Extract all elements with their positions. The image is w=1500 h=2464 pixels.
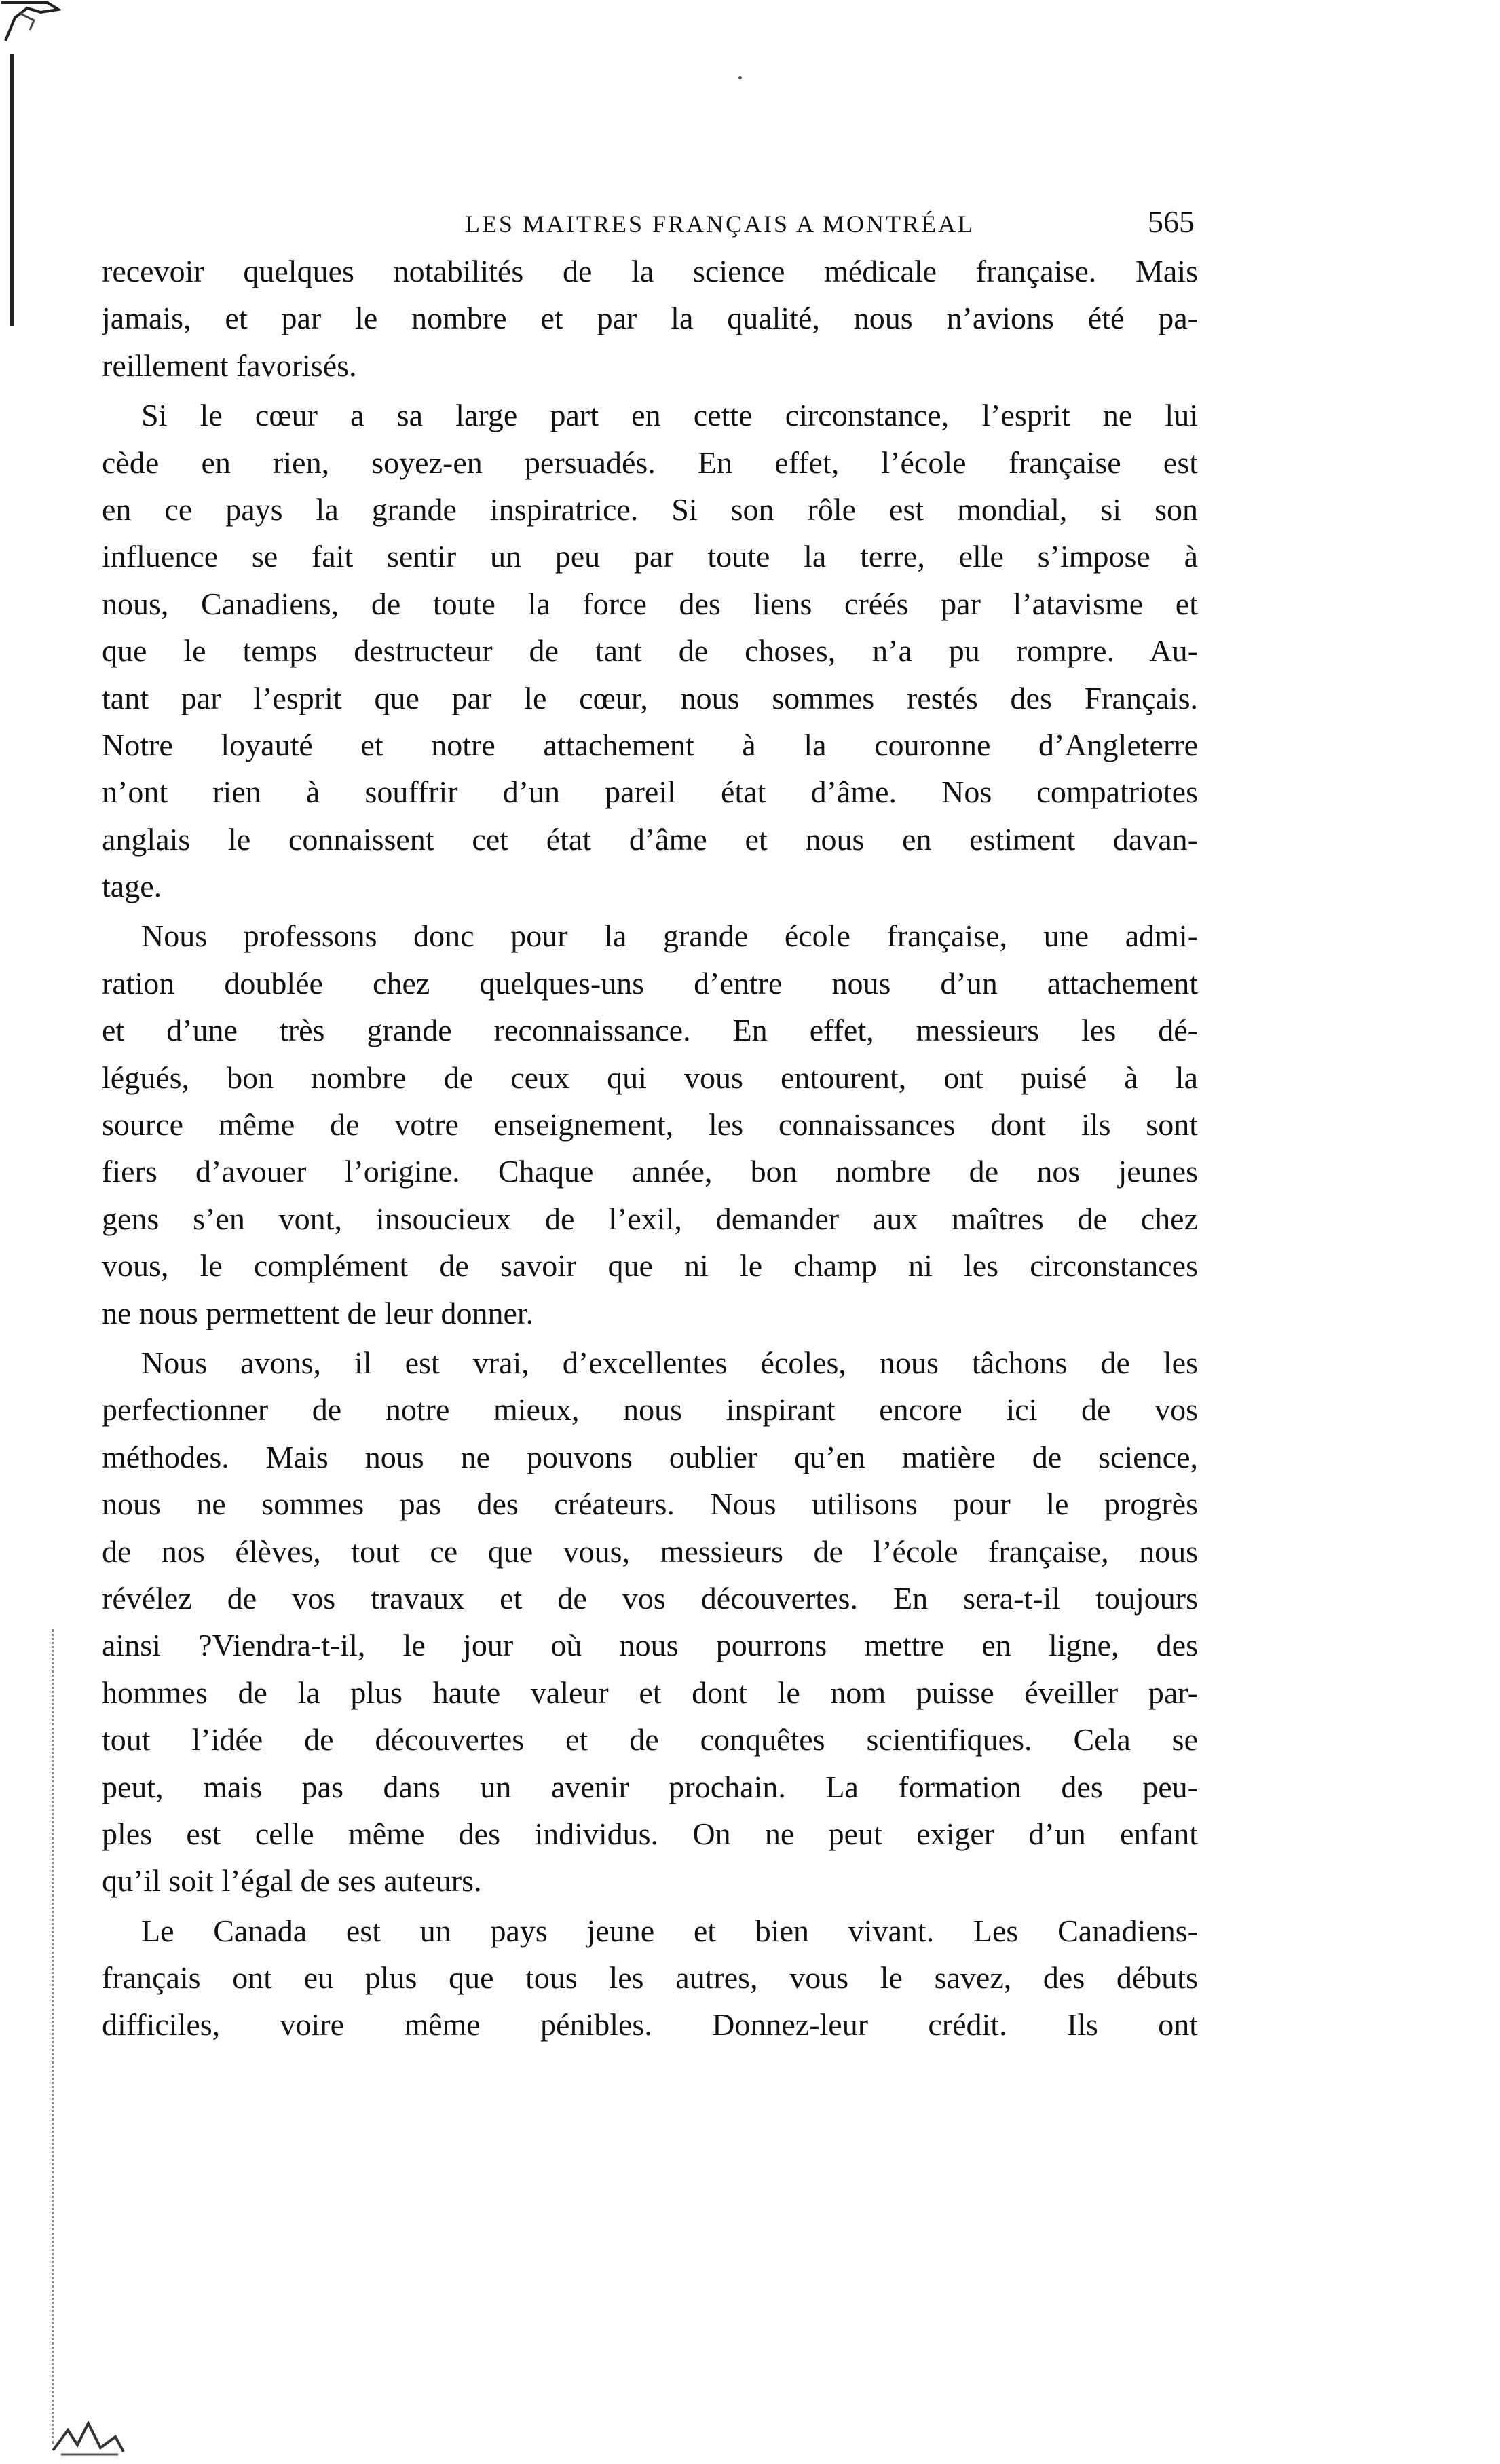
page-number: 565 <box>1148 204 1195 239</box>
scan-dot <box>738 76 742 79</box>
text-line: peut, mais pas dans un avenir prochain. La formation des peu- <box>102 1769 1198 1804</box>
text-line: en ce pays la grande inspiratrice. Si son rôle est mondial, si son <box>102 491 1198 527</box>
text-line: recevoir quelques notabilités de la science médicale française. Mais <box>102 254 1198 288</box>
text-line: tout l’idée de découvertes et de conquêtes scientifiques. Cela se <box>102 1722 1198 1757</box>
text-line: n’ont rien à souffrir d’un pareil état d’âme. Nos compatriotes <box>102 774 1198 810</box>
scan-edge-line <box>10 54 14 326</box>
text-line: ne nous permettent de leur donner. <box>102 1295 534 1330</box>
scan-artifact-top-icon <box>0 0 61 48</box>
running-title: LES MAITRES FRANÇAIS A MONTRÉAL <box>464 210 975 238</box>
running-head <box>319 204 1195 244</box>
paragraph-1 <box>102 248 1198 389</box>
text-line: cède en rien, soyez-en persuadés. En effet, l’école française est <box>102 445 1198 480</box>
text-line: reillement favorisés. <box>102 348 357 383</box>
paragraph-2 <box>102 392 1198 910</box>
text-line: tant par l’esprit que par le cœur, nous sommes restés des Français. <box>102 680 1198 715</box>
text-line: difficiles, voire même pénibles. Donnez-leur crédit. Ils ont <box>102 2007 1198 2042</box>
text-line: ration doublée chez quelques-uns d’entre nous d’un attachement <box>102 965 1198 1001</box>
scan-edge-dots <box>52 1629 56 2444</box>
text-line: Notre loyauté et notre attachement à la couronne d’Angleterre <box>102 727 1198 762</box>
text-line: tage. <box>102 869 162 904</box>
text-line: qu’il soit l’égal de ses auteurs. <box>102 1863 482 1899</box>
text-line: que le temps destructeur de tant de choses, n’a pu rompre. Au- <box>102 633 1198 669</box>
text-line: jamais, et par le nombre et par la qualité, nous n’avions été pa- <box>102 301 1198 336</box>
text-line: nous, Canadiens, de toute la force des liens créés par l’atavisme et <box>102 586 1198 621</box>
paragraph-5 <box>102 1907 1198 2049</box>
text-line: fiers d’avouer l’origine. Chaque année, bon nombre de nos jeunes <box>102 1154 1198 1189</box>
text-line: de nos élèves, tout ce que vous, messieurs de l’école française, nous <box>102 1533 1198 1569</box>
text-line: anglais le connaissent cet état d’âme et nous en estiment davan- <box>102 821 1198 857</box>
paragraph-3 <box>102 912 1198 1337</box>
text-line: et d’une très grande reconnaissance. En effet, messieurs les dé- <box>102 1013 1198 1048</box>
text-line: révélez de vos travaux et de vos découvertes. En sera-t-il toujours <box>102 1580 1198 1616</box>
text-line: Le Canada est un pays jeune et bien vivant. Les Canadiens- <box>141 1913 1198 1948</box>
text-line: ples est celle même des individus. On ne peut exiger d’un enfant <box>102 1816 1198 1851</box>
text-line: ainsi ?Viendra-t-il, le jour où nous pourrons mettre en ligne, des <box>102 1628 1198 1663</box>
text-line: source même de votre enseignement, les connaissances dont ils sont <box>102 1107 1198 1142</box>
text-line: gens s’en vont, insoucieux de l’exil, demander aux maîtres de chez <box>102 1201 1198 1236</box>
scan-artifact-bottom-icon <box>48 2403 129 2457</box>
text-line: Si le cœur a sa large part en cette circonstance, l’esprit ne lui <box>141 398 1198 433</box>
text-line: influence se fait sentir un peu par toute la terre, elle s’impose à <box>102 539 1198 574</box>
text-line: Nous avons, il est vrai, d’excellentes écoles, nous tâchons de les <box>141 1345 1198 1380</box>
paragraph-4 <box>102 1339 1198 1905</box>
text-line: légués, bon nombre de ceux qui vous entourent, ont puisé à la <box>102 1060 1198 1095</box>
text-line: vous, le complément de savoir que ni le champ ni les circonstances <box>102 1248 1198 1284</box>
text-line: Nous professons donc pour la grande école française, une admi- <box>141 918 1198 954</box>
text-line: nous ne sommes pas des créateurs. Nous utilisons pour le progrès <box>102 1487 1198 1522</box>
text-line: hommes de la plus haute valeur et dont le nom puisse éveiller par- <box>102 1675 1198 1710</box>
text-line: méthodes. Mais nous ne pouvons oublier qu’en matière de science, <box>102 1439 1198 1474</box>
text-line: français ont eu plus que tous les autres, vous le savez, des débuts <box>102 1960 1198 1996</box>
body-text <box>102 248 1198 2049</box>
text-line: perfectionner de notre mieux, nous inspirant encore ici de vos <box>102 1392 1198 1427</box>
